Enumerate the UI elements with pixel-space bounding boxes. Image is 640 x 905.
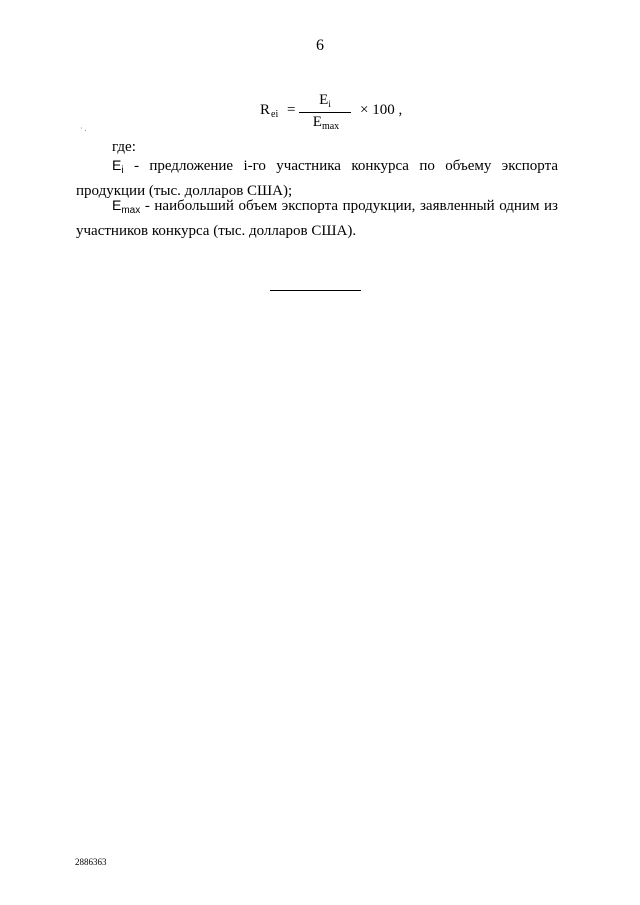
emax-symbol: $E_{max}$ <box>112 197 141 216</box>
numerator-symbol: E <box>319 92 329 108</box>
formula-numerator <box>305 92 345 109</box>
definition-ei-line2: продукции (тыс. долларов США); <box>76 183 293 199</box>
numerator-subscript: i <box>328 99 331 109</box>
formula-lhs: R <box>260 102 271 118</box>
definition-emax-line1 <box>76 195 558 221</box>
scan-dots: · . <box>80 124 87 133</box>
document-code: 2886363 <box>75 857 107 867</box>
fraction-bar <box>299 112 351 113</box>
definition-emax <box>76 195 558 241</box>
end-divider <box>270 290 361 291</box>
denominator-symbol: E <box>312 114 322 130</box>
where-label: где: <box>112 139 136 155</box>
definition-emax-text: - наибольший объем экспорта продукции, заявленный одним из <box>140 198 558 214</box>
denominator-subscript: max <box>321 121 340 132</box>
definition-ei-text: - предложение i-го участника конкурса по объему экспорта <box>133 158 558 174</box>
formula-equals: = <box>287 102 296 118</box>
formula-denominator <box>298 114 354 132</box>
ei-symbol: $E_i$ <box>112 157 124 176</box>
page-number: 6 <box>316 37 324 54</box>
definition-ei-line1 <box>76 155 558 181</box>
formula-multiplier: × 100 , <box>360 102 403 118</box>
definition-emax-line2: участников конкурса (тыс. долларов США). <box>76 223 357 239</box>
formula-lhs-subscript: ei <box>271 109 279 120</box>
